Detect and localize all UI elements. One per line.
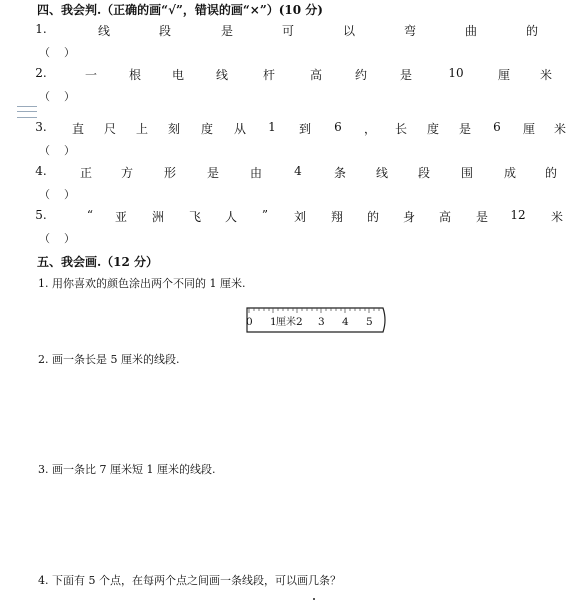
ruler-unit-label: 厘米 <box>276 317 296 328</box>
item-number: 5. <box>35 208 47 222</box>
item-char: 根 <box>128 68 142 82</box>
item-char: 曲 <box>464 24 478 38</box>
answer-paren-5[interactable]: （ ） <box>39 232 75 245</box>
point-dot <box>313 598 315 600</box>
item-char: 到 <box>298 122 312 136</box>
ruler-svg <box>246 307 388 333</box>
item-char: 尺 <box>103 122 117 136</box>
item-char: 是 <box>206 166 220 180</box>
item-char: 高 <box>438 210 452 224</box>
item-char: 米 <box>539 68 553 82</box>
judge-item-1 <box>0 22 586 38</box>
item-char: 厘 <box>522 122 536 136</box>
item-number: 4. <box>35 164 47 178</box>
item-char: 从 <box>233 122 247 136</box>
ruler-label-4: 4 <box>342 316 349 328</box>
item-number: 2. <box>35 66 47 80</box>
item-number: 3. <box>35 120 47 134</box>
item-char: 刘 <box>293 210 307 224</box>
ruler-label-1: 1 <box>270 316 277 328</box>
item-char: 米 <box>550 210 564 224</box>
item-char: 上 <box>135 122 149 136</box>
item-char: 的 <box>544 166 558 180</box>
draw-question-1: 1. 用你喜欢的颜色涂出两个不同的 1 厘米. <box>38 277 246 290</box>
item-char: 约 <box>354 68 368 82</box>
judge-item-5 <box>0 208 586 224</box>
item-char: 杆 <box>262 68 276 82</box>
item-number-value: 10 <box>448 66 464 80</box>
draw-question-3: 3. 画一条比 7 厘米短 1 厘米的线段. <box>38 463 216 476</box>
item-char: 线 <box>375 166 389 180</box>
item-char: 直 <box>71 122 85 136</box>
item-number-value: 6 <box>334 120 342 134</box>
item-char: 飞 <box>188 210 202 224</box>
item-char: 是 <box>458 122 472 136</box>
item-number-value: 12 <box>510 208 526 222</box>
judge-item-2 <box>0 66 586 82</box>
item-char: “ <box>86 208 94 222</box>
item-char: 的 <box>525 24 539 38</box>
item-char: 是 <box>399 68 413 82</box>
answer-paren-3[interactable]: （ ） <box>39 144 75 157</box>
item-char: 一 <box>84 68 98 82</box>
item-char: 段 <box>158 24 172 38</box>
item-number: 1. <box>35 22 47 36</box>
item-char: 可 <box>281 24 295 38</box>
answer-paren-1[interactable]: （ ） <box>39 46 75 59</box>
ruler-label-3: 3 <box>318 316 325 328</box>
ruler-label-0: 0 <box>246 316 253 328</box>
item-char: 段 <box>417 166 431 180</box>
judge-item-3 <box>0 120 586 136</box>
answer-paren-2[interactable]: （ ） <box>39 90 75 103</box>
item-char: 的 <box>366 210 380 224</box>
item-char: 成 <box>503 166 517 180</box>
item-char: 是 <box>475 210 489 224</box>
item-char: 刻 <box>167 122 181 136</box>
item-char: 电 <box>171 68 185 82</box>
item-number-value: 6 <box>493 120 501 134</box>
ruler-label-5: 5 <box>366 316 373 328</box>
item-char: 围 <box>460 166 474 180</box>
item-number-value: 1 <box>268 120 276 134</box>
item-char: 人 <box>224 210 238 224</box>
item-char: 线 <box>97 24 111 38</box>
judge-item-4 <box>0 164 586 180</box>
item-char: 度 <box>426 122 440 136</box>
item-char: ” <box>261 208 269 222</box>
item-char: 身 <box>402 210 416 224</box>
answer-paren-4[interactable]: （ ） <box>39 188 75 201</box>
item-char: 由 <box>249 166 263 180</box>
item-char: 是 <box>220 24 234 38</box>
item-char: 条 <box>333 166 347 180</box>
item-char: 洲 <box>151 210 165 224</box>
item-char: 度 <box>200 122 214 136</box>
item-char: 正 <box>79 166 93 180</box>
item-char: 厘 <box>497 68 511 82</box>
draw-question-2: 2. 画一条长是 5 厘米的线段. <box>38 353 180 366</box>
item-char: 高 <box>309 68 323 82</box>
section-4-title: 四、我会判.（正确的画“√”，错误的画“×”）(10 分) <box>37 3 323 17</box>
item-char: 亚 <box>114 210 128 224</box>
item-char: 以 <box>342 24 356 38</box>
item-char: 方 <box>120 166 134 180</box>
item-char: 米 <box>553 122 567 136</box>
draw-question-4: 4. 下面有 5 个点，在每两个点之间画一条线段，可以画几条？ <box>38 574 341 587</box>
item-number-value: 4 <box>294 164 302 178</box>
ruler-label-2: 2 <box>296 316 303 328</box>
ruler-figure[interactable] <box>246 307 388 333</box>
item-char: ， <box>363 122 377 136</box>
item-char: 弯 <box>403 24 417 38</box>
item-char: 形 <box>163 166 177 180</box>
item-char: 翔 <box>330 210 344 224</box>
margin-marker-icon <box>17 106 37 118</box>
item-char: 线 <box>215 68 229 82</box>
section-5-title: 五、我会画.（12 分） <box>37 255 159 269</box>
item-char: 长 <box>394 122 408 136</box>
